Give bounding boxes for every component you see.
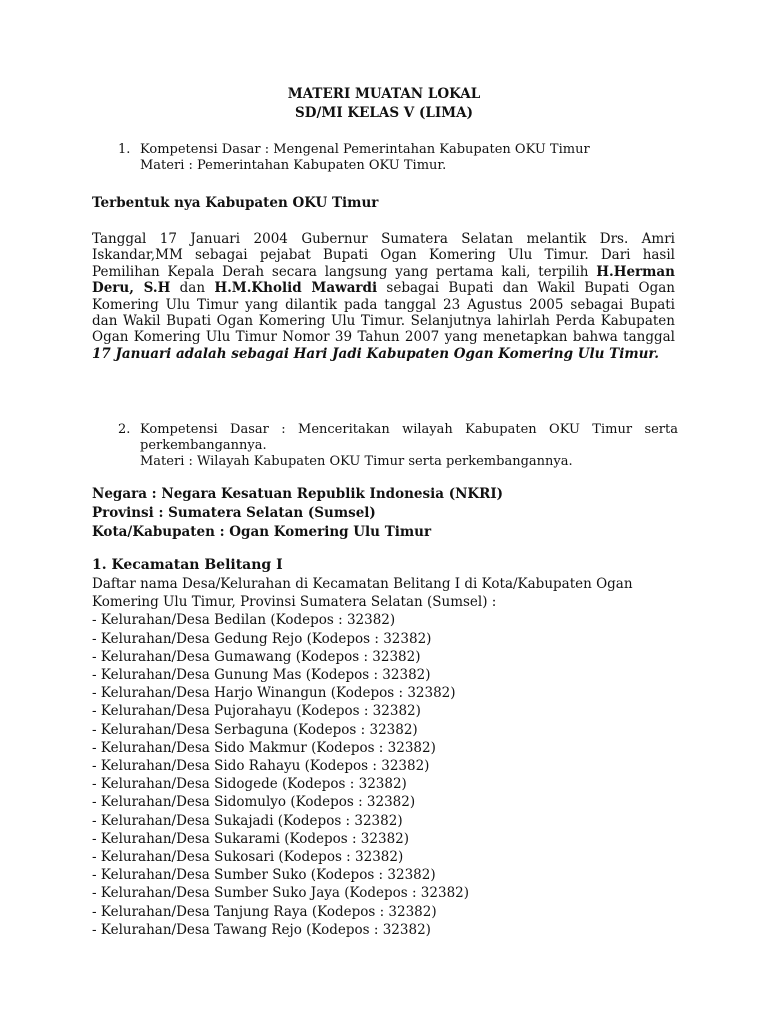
paragraph-text-2: dan — [170, 280, 215, 297]
village-list-item: - Kelurahan/Desa Sumber Suko Jaya (Kodepos : 32382) — [92, 885, 470, 902]
village-list-item: - Kelurahan/Desa Sido Makmur (Kodepos : 32382) — [92, 739, 436, 756]
competency-1-number: 1. — [118, 142, 131, 157]
paragraph-anniversary: 17 Januari adalah sebagai Hari Jadi Kabupaten Ogan Komering Ulu Timur. — [92, 345, 659, 362]
province-line: Provinsi : Sumatera Selatan (Sumsel) — [92, 505, 376, 521]
competency-2-text: Kompetensi Dasar : Menceritakan wilayah Kabupaten OKU Timur serta perkembangannya. — [140, 422, 678, 453]
competency-2 — [118, 422, 678, 470]
village-list-item: - Kelurahan/Desa Sukarami (Kodepos : 32382) — [92, 830, 410, 847]
village-list-item: - Kelurahan/Desa Sido Rahayu (Kodepos : 32382) — [92, 758, 430, 775]
document-subtitle: SD/MI KELAS V (LIMA) — [295, 105, 473, 121]
village-list-item: - Kelurahan/Desa Tanjung Raya (Kodepos : 32382) — [92, 903, 437, 920]
village-list-item: - Kelurahan/Desa Sukosari (Kodepos : 32382) — [92, 849, 404, 866]
village-list-item: - Kelurahan/Desa Sidomulyo (Kodepos : 32382) — [92, 794, 416, 811]
competency-2-number: 2. — [118, 422, 131, 437]
competency-1-text: Kompetensi Dasar : Mengenal Pemerintahan Kabupaten OKU Timur — [140, 142, 590, 157]
competency-1-material: Materi : Pemerintahan Kabupaten OKU Timur. — [140, 158, 447, 173]
village-list-item: - Kelurahan/Desa Gedung Rejo (Kodepos : 32382) — [92, 630, 432, 647]
section-heading-formation: Terbentuk nya Kabupaten OKU Timur — [92, 195, 379, 211]
paragraph-text-1: Tanggal 17 Januari 2004 Gubernur Sumatera Selatan melantik Drs. Amri Iskandar,MM sebagai pejabat Bupati Ogan Komering Ulu Timur. Dari hasil Pemilihan Kepala Derah secara langsung yang pertama kali, terpilih — [92, 231, 675, 280]
paragraph-text-3: sebagai Bupati dan Wakil Bupati Ogan Komering Ulu Timur yang dilantik pada tanggal 23 Agustus 2005 sebagai Bupati dan Wakil Bupati Ogan Komering Ulu Timur. Selanjutnya lahirlah Perda Kabupaten Ogan Komering Ulu Timur Nomor 39 Tahun 2007 yang menetapkan bahwa tanggal — [92, 280, 675, 346]
document-title: MATERI MUATAN LOKAL — [287, 86, 481, 102]
village-list-item: - Kelurahan/Desa Sumber Suko (Kodepos : 32382) — [92, 867, 436, 884]
village-list-item: - Kelurahan/Desa Gumawang (Kodepos : 32382) — [92, 648, 421, 665]
competency-1 — [118, 142, 678, 174]
kecamatan-heading: 1. Kecamatan Belitang I — [92, 557, 283, 573]
formation-paragraph — [92, 231, 675, 362]
village-list-item: - Kelurahan/Desa Pujorahayu (Kodepos : 32382) — [92, 703, 421, 720]
region-info — [92, 485, 503, 542]
village-list-item: - Kelurahan/Desa Harjo Winangun (Kodepos : 32382) — [92, 685, 456, 702]
village-list-item: - Kelurahan/Desa Gunung Mas (Kodepos : 32382) — [92, 667, 431, 684]
village-list-item: - Kelurahan/Desa Sidogede (Kodepos : 32382) — [92, 776, 407, 793]
village-list-item: - Kelurahan/Desa Tawang Rejo (Kodepos : 32382) — [92, 921, 431, 938]
competency-2-material: Materi : Wilayah Kabupaten OKU Timur serta perkembangannya. — [140, 454, 573, 469]
village-list-item: - Kelurahan/Desa Bedilan (Kodepos : 32382) — [92, 612, 396, 629]
country-line: Negara : Negara Kesatuan Republik Indonesia (NKRI) — [92, 486, 504, 502]
village-list-item: - Kelurahan/Desa Sukajadi (Kodepos : 32382) — [92, 812, 403, 829]
paragraph-bold-vice-regent: H.M.Kholid Mawardi — [214, 280, 378, 297]
regency-line: Kota/Kabupaten : Ogan Komering Ulu Timur — [92, 524, 432, 540]
village-list-item: - Kelurahan/Desa Serbaguna (Kodepos : 32382) — [92, 721, 418, 738]
village-list — [92, 611, 675, 939]
paragraph-bold-regent: H.Herman Deru, S.H — [92, 263, 675, 297]
kecamatan-section — [92, 556, 675, 939]
kecamatan-intro: Daftar nama Desa/Kelurahan di Kecamatan Belitang I di Kota/Kabupaten Ogan Komering Ulu Timur, Provinsi Sumatera Selatan (Sumsel) : — [92, 576, 633, 611]
